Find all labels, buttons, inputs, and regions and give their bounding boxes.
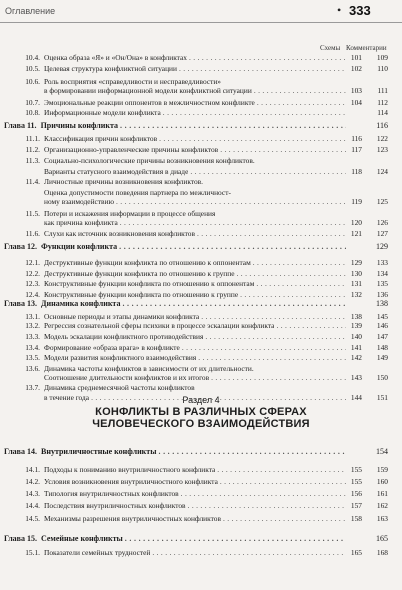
page-number: 333: [349, 3, 371, 18]
entry-number: 13.6.: [25, 364, 40, 373]
entry-title: Социально-психологические причины возникновения конфликтов.: [44, 156, 255, 165]
comment-page: 168: [376, 548, 388, 557]
scheme-page: 157: [350, 501, 362, 510]
scheme-page: 142: [350, 353, 362, 362]
toc-chapter[interactable]: [0, 447, 402, 457]
scheme-page: 138: [350, 312, 362, 321]
entry-title: Динамика среднемесячной частоты конфликтов: [44, 383, 195, 392]
toc-entry[interactable]: [0, 312, 402, 321]
entry-number: 14.3.: [25, 489, 40, 498]
entry-title: Типология внутриличностных конфликтов: [44, 489, 179, 498]
entry-title: ному взаимодействию: [44, 197, 115, 206]
leader-dots: [116, 197, 346, 206]
entry-title: Показатели семейных трудностей: [44, 548, 151, 557]
leader-dots: [181, 489, 346, 498]
leader-dots: [223, 514, 346, 523]
comment-page: 135: [376, 279, 388, 288]
leader-dots: [152, 548, 346, 557]
section-title-line-2: ЧЕЛОВЕЧЕСКОГО ВЗАИМОДЕЙСТВИЯ: [92, 418, 310, 430]
toc-entry-continuation[interactable]: [0, 188, 402, 197]
entry-number: 11.6.: [25, 229, 40, 238]
leader-dots: [201, 312, 346, 321]
entry-number: 10.4.: [25, 53, 40, 62]
comment-page: 127: [376, 229, 388, 238]
scheme-page: 155: [350, 477, 362, 486]
section-title-line-1: КОНФЛИКТЫ В РАЗЛИЧНЫХ СФЕРАХ: [95, 406, 307, 418]
chapter-page: 138: [376, 299, 388, 308]
scheme-page: 101: [350, 53, 362, 62]
entry-number: 13.2.: [25, 321, 40, 330]
leader-dots: [276, 321, 346, 330]
entry-number: 11.2.: [25, 145, 40, 154]
leader-dots: [217, 465, 346, 474]
entry-title: Механизмы разрешения внутриличностных конфликтов: [44, 514, 221, 523]
scheme-page: 155: [350, 465, 362, 474]
scheme-page: 143: [350, 373, 362, 382]
comment-page: 122: [376, 134, 388, 143]
toc-entry[interactable]: [0, 514, 402, 523]
toc-entry-continuation[interactable]: [0, 86, 402, 95]
chapter-heading: [0, 534, 123, 544]
scheme-page: 144: [350, 393, 362, 402]
column-header-schemes: Схемы: [320, 44, 341, 52]
scheme-page: 132: [350, 290, 362, 299]
scheme-page: 158: [350, 514, 362, 523]
leader-dots: [220, 145, 346, 154]
toc-entry[interactable]: [0, 290, 402, 299]
header-divider: [0, 22, 402, 23]
scheme-page: 129: [350, 258, 362, 267]
entry-number: 13.7.: [25, 383, 40, 392]
leader-dots: [197, 229, 346, 238]
comment-page: 134: [376, 269, 388, 278]
comment-page: 147: [376, 332, 388, 341]
entry-title: Условия возникновения внутриличностного конфликта: [44, 477, 218, 486]
toc-entry[interactable]: [0, 108, 402, 117]
toc-entry[interactable]: [0, 177, 402, 186]
entry-number: 13.3.: [25, 332, 40, 341]
scheme-page: 141: [350, 343, 362, 352]
entry-number: 12.1.: [25, 258, 40, 267]
comment-page: 125: [376, 197, 388, 206]
entry-title: Модель эскалации конфликтного противодействия: [44, 332, 204, 341]
toc-entry-continuation[interactable]: [0, 373, 402, 382]
chapter-heading: [0, 447, 156, 457]
comment-page: 151: [376, 393, 388, 402]
scheme-page: 102: [350, 64, 362, 73]
leader-dots: [198, 353, 346, 362]
entry-title: Варианты статусного взаимодействия в диаде: [44, 167, 189, 176]
leader-dots: [159, 134, 346, 143]
leader-dots: [158, 447, 346, 457]
leader-dots: [190, 167, 346, 176]
chapter-label: Глава 12.: [4, 242, 37, 251]
leader-dots: [189, 53, 346, 62]
toc-entry[interactable]: [0, 98, 402, 107]
comment-page: 112: [377, 98, 388, 107]
scheme-page: 130: [350, 269, 362, 278]
chapter-title: Динамика конфликта: [41, 299, 121, 308]
toc-entry-continuation[interactable]: [0, 218, 402, 227]
entry-number: 13.5.: [25, 353, 40, 362]
entry-number: 13.4.: [25, 343, 40, 352]
comment-page: 149: [376, 353, 388, 362]
leader-dots: [211, 373, 346, 382]
entry-number: 12.2.: [25, 269, 40, 278]
leader-dots: [237, 269, 347, 278]
toc-entry[interactable]: [0, 364, 402, 373]
entry-title: в течение года: [44, 393, 90, 402]
comment-page: 162: [376, 501, 388, 510]
chapter-label: Глава 14.: [4, 447, 37, 456]
toc-entry[interactable]: [0, 77, 402, 86]
toc-entry[interactable]: [0, 332, 402, 341]
scheme-page: 116: [351, 134, 362, 143]
entry-number: 10.6.: [25, 77, 40, 86]
comment-page: 163: [376, 514, 388, 523]
chapter-label: Глава 11.: [4, 121, 37, 130]
leader-dots: [119, 242, 346, 252]
leader-dots: [188, 501, 346, 510]
entry-number: 11.1.: [25, 134, 40, 143]
chapter-heading: [0, 242, 117, 252]
leader-dots: [120, 121, 346, 131]
entry-title: Подходы к пониманию внутриличностного конфликта: [44, 465, 216, 474]
entry-title: Организационно-управленческие причины конфликтов: [44, 145, 219, 154]
comment-page: 114: [377, 108, 388, 117]
toc-entry[interactable]: [0, 145, 402, 154]
leader-dots: [205, 332, 346, 341]
scheme-page: 139: [350, 321, 362, 330]
toc-entry[interactable]: [0, 269, 402, 278]
toc-entry[interactable]: [0, 209, 402, 218]
comment-page: 160: [376, 477, 388, 486]
entry-title: в формировании информационной модели конфликтной ситуации: [44, 86, 252, 95]
entry-number: 11.4.: [25, 177, 40, 186]
comment-page: 124: [376, 167, 388, 176]
scheme-page: 120: [350, 218, 362, 227]
leader-dots: [125, 534, 346, 544]
chapter-title: Функции конфликта: [41, 242, 118, 251]
entry-title: Конструктивные функции конфликта по отношению к оппонентам: [44, 279, 255, 288]
chapter-page: 154: [376, 447, 388, 456]
entry-title: Оценка образа «Я» и «Он/Она» в конфликтах: [44, 53, 187, 62]
comment-page: 110: [377, 64, 388, 73]
entry-number: 14.5.: [25, 514, 40, 523]
entry-title: как причина конфликта: [44, 218, 118, 227]
comment-page: 136: [376, 290, 388, 299]
chapter-label: Глава 15.: [4, 534, 37, 543]
chapter-heading: [0, 299, 120, 309]
comment-page: 150: [376, 373, 388, 382]
toc-entry[interactable]: [0, 501, 402, 510]
toc-entry[interactable]: [0, 383, 402, 392]
toc-entry[interactable]: [0, 353, 402, 362]
entry-title: Соотношение длительности конфликтов и их итогов: [44, 373, 210, 382]
toc-entry[interactable]: [0, 279, 402, 288]
entry-title: Конструктивные функции конфликта по отношению к группе: [44, 290, 239, 299]
entry-number: 10.7.: [25, 98, 40, 107]
entry-number: 10.5.: [25, 64, 40, 73]
leader-dots: [122, 299, 346, 309]
comment-page: 145: [376, 312, 388, 321]
comment-page: 111: [377, 86, 388, 95]
comment-page: 109: [376, 53, 388, 62]
scheme-page: 103: [350, 86, 362, 95]
toc-entry[interactable]: [0, 321, 402, 330]
comment-page: 133: [376, 258, 388, 267]
toc-entry[interactable]: [0, 489, 402, 498]
leader-dots: [179, 64, 346, 73]
entry-title: Последствия внутриличностных конфликтов: [44, 501, 186, 510]
entry-title: Модели развития конфликтного взаимодействия: [44, 353, 197, 362]
leader-dots: [240, 290, 346, 299]
entry-title: Эмоциональные реакции оппонентов в межличностном конфликте: [44, 98, 255, 107]
leader-dots: [253, 258, 346, 267]
scheme-page: 156: [350, 489, 362, 498]
entry-title: Целевая структура конфликтной ситуации: [44, 64, 177, 73]
entry-title: Формирование «образа врага» в конфликте: [44, 343, 180, 352]
entry-number: 10.8.: [25, 108, 40, 117]
entry-title: Классификация причин конфликтов: [44, 134, 158, 143]
toc-chapter[interactable]: [0, 534, 402, 544]
toc-chapter[interactable]: [0, 242, 402, 252]
comment-page: 146: [376, 321, 388, 330]
leader-dots: [254, 86, 346, 95]
entry-number: 11.3.: [25, 156, 40, 165]
entry-title: Слухи как источник возникновения конфликтов: [44, 229, 195, 238]
entry-number: 12.3.: [25, 279, 40, 288]
entry-number: 11.5.: [25, 209, 40, 218]
entry-number: 15.1.: [25, 548, 40, 557]
comment-page: 126: [376, 218, 388, 227]
scheme-page: 140: [350, 332, 362, 341]
toc-entry[interactable]: [0, 64, 402, 73]
toc-entry[interactable]: [0, 258, 402, 267]
leader-dots: [256, 279, 346, 288]
toc-entry[interactable]: [0, 343, 402, 352]
toc-chapter[interactable]: [0, 299, 402, 309]
chapter-title: Внутриличностные конфликты: [41, 447, 157, 456]
leader-dots: [220, 477, 346, 486]
entry-title: Основные периоды и этапы динамики конфликта: [44, 312, 200, 321]
leader-dots: [163, 108, 346, 117]
scheme-page: 104: [350, 98, 362, 107]
chapter-page: 129: [376, 242, 388, 251]
entry-title: Роль восприятия «справедливости и несправедливости»: [44, 77, 221, 86]
entry-title: Динамика частоты конфликтов в зависимости от их длительности.: [44, 364, 254, 373]
chapter-page: 116: [376, 121, 388, 130]
scheme-page: 165: [350, 548, 362, 557]
toc-entry[interactable]: [0, 134, 402, 143]
entry-title: Потери и искажения информации в процессе общения: [44, 209, 216, 218]
bullet-icon: •: [337, 3, 342, 17]
chapter-page: 165: [376, 534, 388, 543]
entry-title: Деструктивные функции конфликта по отношению к оппонентам: [44, 258, 251, 267]
scheme-page: 121: [350, 229, 362, 238]
toc-entry[interactable]: [0, 53, 402, 62]
toc-entry[interactable]: [0, 477, 402, 486]
running-header-title: Оглавление: [5, 6, 56, 16]
scheme-page: 117: [351, 145, 362, 154]
leader-dots: [182, 343, 346, 352]
section-label: Раздел 4: [182, 395, 220, 405]
chapter-title: Причины конфликта: [40, 121, 119, 130]
entry-title: Личностные причины возникновения конфликтов.: [44, 177, 203, 186]
toc-chapter[interactable]: [0, 121, 402, 131]
toc-entry[interactable]: [0, 229, 402, 238]
toc-entry[interactable]: [0, 548, 402, 557]
toc-entry-continuation[interactable]: [0, 167, 402, 176]
column-header-comments: Комментарии: [346, 44, 387, 52]
comment-page: 123: [376, 145, 388, 154]
comment-page: 159: [376, 465, 388, 474]
entry-number: 14.1.: [25, 465, 40, 474]
entry-number: 14.4.: [25, 501, 40, 510]
entry-title: Регрессия сознательной сферы психики в процессе эскалации конфликта: [44, 321, 275, 330]
chapter-label: Глава 13.: [4, 299, 37, 308]
toc-entry[interactable]: [0, 156, 402, 165]
comment-page: 148: [376, 343, 388, 352]
leader-dots: [257, 98, 346, 107]
scheme-page: 118: [351, 167, 362, 176]
scheme-page: 131: [350, 279, 362, 288]
toc-entry[interactable]: [0, 465, 402, 474]
entry-title: Информационные модели конфликта: [44, 108, 161, 117]
leader-dots: [120, 218, 346, 227]
entry-number: 13.1.: [25, 312, 40, 321]
running-header: [0, 0, 402, 22]
scheme-page: 119: [351, 197, 362, 206]
toc-entry-continuation[interactable]: [0, 197, 402, 206]
entry-number: 14.2.: [25, 477, 40, 486]
entry-title: Деструктивные функции конфликта по отношению к группе: [44, 269, 235, 278]
comment-page: 161: [376, 489, 388, 498]
entry-number: 12.4.: [25, 290, 40, 299]
chapter-heading: [0, 121, 118, 131]
entry-title: Оценка допустимости поведения партнера по межличност-: [44, 188, 231, 197]
chapter-title: Семейные конфликты: [41, 534, 123, 543]
